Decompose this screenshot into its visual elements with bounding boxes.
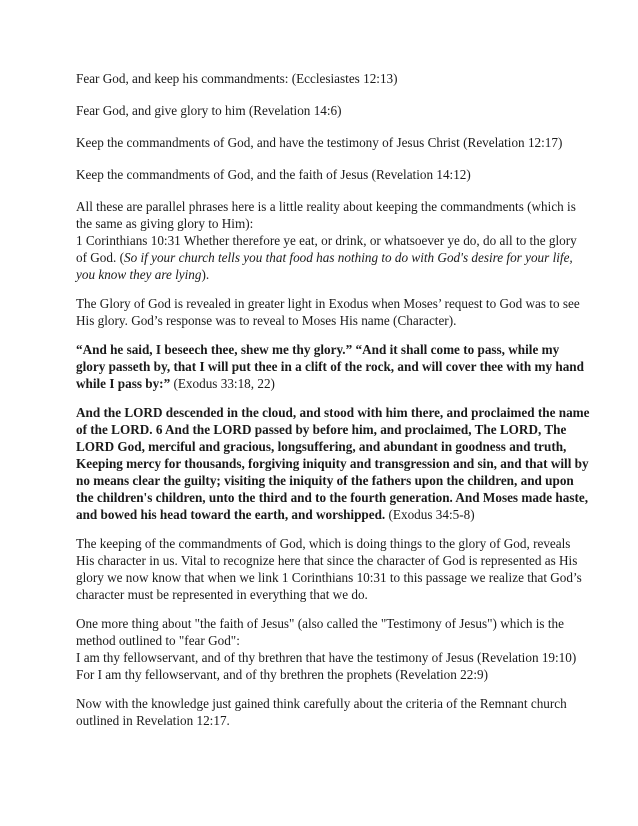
- text-line: Keep the commandments of God, and the faith of Jesus (Revelation 14:12): [76, 167, 471, 182]
- text-segment: of God. (: [76, 250, 124, 265]
- paragraph-exodus-33-quote: [76, 341, 584, 392]
- text-line: outlined in Revelation 12:17.: [76, 713, 230, 728]
- text-segment: ).: [201, 267, 210, 282]
- text-line: For I am thy fellowservant, and of thy brethren the prophets (Revelation 22:9): [76, 667, 488, 682]
- scripture-reference: (Exodus 33:18, 22): [170, 376, 275, 391]
- text-line: method outlined to "fear God":: [76, 633, 240, 648]
- paragraph-glory-of-god: [76, 295, 580, 329]
- paragraph-revelation-12-17: [76, 134, 566, 151]
- italic-note: So if your church tells you that food has nothing to do with God's desire for your life,: [123, 250, 573, 265]
- text-line: Fear God, and give glory to him (Revelation 14:6): [76, 103, 342, 118]
- text-line: One more thing about "the faith of Jesus" (also called the "Testimony of Jesus") which is the: [76, 616, 564, 631]
- bold-quote-line: “And he said, I beseech thee, shew me thy glory.” “And it shall come to pass, while my: [76, 342, 560, 357]
- paragraph-revelation-14-12: [76, 166, 566, 183]
- bold-quote-segment: and bowed his head toward the earth, and worshipped.: [76, 507, 386, 522]
- text-line: I am thy fellowservant, and of thy brethren that have the testimony of Jesus (Revelation 19:10): [76, 650, 577, 665]
- paragraph-revelation-14-6: [76, 102, 566, 119]
- text-line: Keep the commandments of God, and have the testimony of Jesus Christ (Revelation 12:17): [76, 135, 563, 150]
- text-line: 1 Corinthians 10:31 Whether therefore ye eat, or drink, or whatsoever ye do, do all to the glory: [76, 233, 577, 248]
- bold-quote-line: glory passeth by, that I will put thee in a clift of the rock, and will cover thee with my hand: [76, 359, 584, 374]
- text-line: [76, 266, 566, 283]
- text-line: the same as giving glory to Him):: [76, 216, 254, 231]
- paragraph-remnant-church: [76, 695, 566, 729]
- text-line: [76, 375, 566, 392]
- text-line: [76, 249, 573, 266]
- paragraph-exodus-34-quote: [76, 404, 590, 523]
- bold-quote-line: no means clear the guilty; visiting the iniquity of the fathers upon the children, and upon: [76, 473, 574, 488]
- bold-quote-line: Keeping mercy for thousands, forgiving iniquity and transgression and sin, and that will by: [76, 456, 589, 471]
- paragraph-ecclesiastes: [76, 70, 566, 87]
- paragraph-faith-of-jesus: [76, 615, 577, 683]
- text-line: His glory. God’s response was to reveal to Moses His name (Character).: [76, 313, 457, 328]
- document-page: [76, 70, 590, 741]
- text-line: glory we now know that when we link 1 Corinthians 10:31 to this passage we realize that God’s: [76, 570, 582, 585]
- text-line: Now with the knowledge just gained think carefully about the criteria of the Remnant church: [76, 696, 567, 711]
- bold-quote-line: And the LORD descended in the cloud, and stood with him there, and proclaimed the name: [76, 405, 590, 420]
- bold-quote-line: LORD God, merciful and gracious, longsuffering, and abundant in goodness and truth,: [76, 439, 567, 454]
- text-line: Fear God, and keep his commandments: (Ecclesiastes 12:13): [76, 71, 398, 86]
- italic-note: you know they are lying: [76, 267, 202, 282]
- text-line: All these are parallel phrases here is a little reality about keeping the commandments (which is: [76, 199, 576, 214]
- bold-quote-segment: while I pass by:”: [76, 376, 171, 391]
- paragraph-parallel-phrases: [76, 198, 577, 283]
- scripture-reference: (Exodus 34:5-8): [385, 507, 475, 522]
- text-line: [76, 506, 566, 523]
- text-line: The keeping of the commandments of God, which is doing things to the glory of God, reveals: [76, 536, 571, 551]
- bold-quote-line: the children's children, unto the third and to the fourth generation. And Moses made haste,: [76, 490, 589, 505]
- bold-quote-line: of the LORD. 6 And the LORD passed by before him, and proclaimed, The LORD, The: [76, 422, 567, 437]
- paragraph-keeping-commandments: [76, 535, 582, 603]
- text-line: The Glory of God is revealed in greater light in Exodus when Moses’ request to God was to see: [76, 296, 580, 311]
- text-line: character must be represented in everything that we do.: [76, 587, 368, 602]
- text-line: His character in us. Vital to recognize here that since the character of God is represented as His: [76, 553, 578, 568]
